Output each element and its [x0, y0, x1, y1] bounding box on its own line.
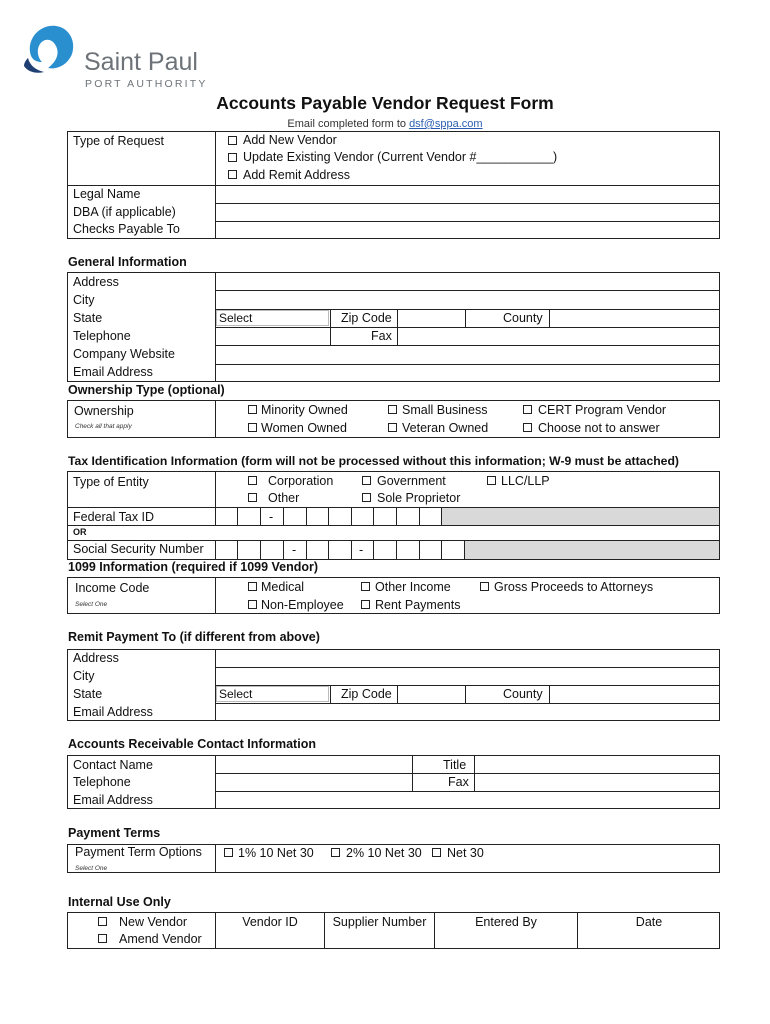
remit-city-label: City [73, 669, 95, 683]
cert-program-checkbox[interactable] [523, 405, 532, 414]
email-field[interactable] [216, 365, 719, 381]
fein-label: Federal Tax ID [73, 510, 155, 524]
non-employee-checkbox[interactable] [248, 600, 257, 609]
ar-contact-field[interactable] [216, 756, 411, 772]
llc-checkbox[interactable] [487, 476, 496, 485]
email-note-prefix: Email completed form to [287, 118, 410, 130]
update-vendor-checkbox[interactable] [228, 153, 237, 162]
form-title: Accounts Payable Vendor Request Form [216, 93, 554, 113]
fein-shaded-area [442, 508, 719, 525]
rent-payments-checkbox[interactable] [361, 600, 370, 609]
veteran-owned-checkbox[interactable] [388, 423, 397, 432]
type-of-request-label: Type of Request [73, 134, 165, 148]
dba-label: DBA (if applicable) [73, 205, 176, 219]
terms-note: Select One [75, 865, 108, 872]
vendor-id-header: Vendor ID [242, 915, 298, 929]
ar-title-field[interactable] [475, 756, 719, 772]
term-2-10-checkbox[interactable] [331, 848, 340, 857]
corporation-checkbox[interactable] [248, 476, 257, 485]
llc-label: LLC/LLP [501, 474, 550, 488]
add-new-vendor-label: Add New Vendor [243, 133, 337, 147]
terms-heading: Payment Terms [68, 826, 161, 840]
attorneys-label: Gross Proceeds to Attorneys [494, 580, 654, 594]
website-label: Company Website [73, 347, 175, 361]
telephone-label: Telephone [73, 329, 131, 343]
logo-name: Saint Paul [84, 48, 198, 76]
ownership-heading: Ownership Type (optional) [68, 383, 225, 397]
or-label: OR [73, 527, 87, 537]
fax-label: Fax [371, 329, 392, 343]
ar-title-label: Title [443, 758, 467, 772]
term-net30-checkbox[interactable] [432, 848, 441, 857]
ar-heading: Accounts Receivable Contact Information [68, 737, 316, 751]
state-select[interactable]: Select [216, 310, 329, 326]
medical-label: Medical [261, 580, 305, 594]
minority-owned-checkbox[interactable] [248, 405, 257, 414]
add-new-vendor-checkbox[interactable] [228, 136, 237, 145]
ssn-dash-1: - [292, 543, 297, 557]
supplier-number-header: Supplier Number [332, 915, 427, 929]
minority-owned-label: Minority Owned [261, 403, 348, 417]
remit-address-field[interactable] [216, 650, 719, 666]
other-income-checkbox[interactable] [361, 582, 370, 591]
email-note [0, 117, 770, 132]
other-entity-checkbox[interactable] [248, 493, 257, 502]
income-code-label: Income Code [75, 581, 150, 595]
zip-code-label: Zip Code [341, 311, 392, 325]
legal-name-field[interactable] [216, 186, 719, 202]
term-1-10-checkbox[interactable] [224, 848, 233, 857]
remit-county-label: County [503, 687, 543, 701]
email-label: Email Address [73, 365, 153, 379]
ssn-digit-field[interactable] [216, 541, 464, 559]
other-income-label: Other Income [375, 580, 451, 594]
info1099-heading: 1099 Information (required if 1099 Vendor) [68, 560, 319, 574]
entered-by-header: Entered By [475, 915, 537, 929]
ar-telephone-field[interactable] [216, 774, 411, 790]
county-label: County [503, 311, 543, 325]
general-heading: General Information [68, 255, 187, 269]
ar-email-field[interactable] [216, 792, 719, 808]
email-link[interactable]: dsf@sppa.com [409, 118, 483, 130]
city-field[interactable] [216, 291, 719, 308]
remit-email-label: Email Address [73, 705, 153, 719]
women-owned-label: Women Owned [261, 421, 347, 435]
website-field[interactable] [216, 346, 719, 363]
remit-zip-field[interactable] [398, 686, 464, 702]
government-label: Government [377, 474, 446, 488]
entity-label: Type of Entity [73, 475, 149, 489]
fein-digit-field[interactable] [216, 508, 441, 525]
choose-not-checkbox[interactable] [523, 423, 532, 432]
rent-payments-label: Rent Payments [375, 598, 461, 612]
medical-checkbox[interactable] [248, 582, 257, 591]
dba-field[interactable] [216, 204, 719, 220]
ar-telephone-label: Telephone [73, 775, 131, 789]
remit-address-label: Address [73, 651, 119, 665]
checks-payable-label: Checks Payable To [73, 222, 180, 236]
internal-heading: Internal Use Only [68, 895, 171, 909]
ar-contact-label: Contact Name [73, 758, 153, 772]
sole-proprietor-checkbox[interactable] [362, 493, 371, 502]
ar-fax-field[interactable] [475, 774, 719, 790]
remit-county-field[interactable] [550, 686, 719, 702]
small-business-checkbox[interactable] [388, 405, 397, 414]
address-label: Address [73, 275, 119, 289]
term-net30-label: Net 30 [447, 846, 484, 860]
fein-dash: - [269, 510, 274, 524]
women-owned-checkbox[interactable] [248, 423, 257, 432]
ar-email-label: Email Address [73, 793, 153, 807]
other-entity-label: Other [268, 491, 300, 505]
state-label: State [73, 311, 103, 325]
remit-zip-label: Zip Code [341, 687, 392, 701]
non-employee-label: Non-Employee [261, 598, 344, 612]
government-checkbox[interactable] [362, 476, 371, 485]
term-1-10-label: 1% 10 Net 30 [238, 846, 314, 860]
terms-label: Payment Term Options [75, 845, 202, 859]
fax-field[interactable] [398, 328, 719, 344]
ownership-label: Ownership [74, 404, 134, 418]
ownership-note: Check all that apply [75, 423, 132, 430]
zip-code-field[interactable] [398, 310, 464, 326]
sole-proprietor-label: Sole Proprietor [377, 491, 461, 505]
tax-heading: Tax Identification Information (form will not be processed without this information; W-9 must be attached) [68, 454, 679, 468]
term-2-10-label: 2% 10 Net 30 [346, 846, 422, 860]
remit-email-field[interactable] [216, 704, 719, 720]
amend-vendor-label: Amend Vendor [119, 932, 202, 946]
remit-city-field[interactable] [216, 668, 719, 684]
date-header: Date [635, 915, 663, 929]
city-label: City [73, 293, 95, 307]
legal-name-label: Legal Name [73, 187, 141, 201]
remit-state-select[interactable]: Select [216, 686, 329, 702]
remit-heading: Remit Payment To (if different from above) [68, 630, 320, 644]
add-remit-address-checkbox[interactable] [228, 170, 237, 179]
checks-payable-field[interactable] [216, 222, 719, 238]
telephone-field[interactable] [216, 328, 329, 344]
county-field[interactable] [550, 310, 719, 326]
saint-paul-logo-icon [22, 22, 78, 74]
small-business-label: Small Business [402, 403, 488, 417]
amend-vendor-checkbox[interactable] [98, 934, 107, 943]
ssn-dash-2: - [359, 543, 364, 557]
add-remit-address-label: Add Remit Address [243, 168, 350, 182]
address-field[interactable] [216, 273, 719, 289]
ar-fax-label: Fax [448, 775, 469, 789]
new-vendor-checkbox[interactable] [98, 917, 107, 926]
cert-program-label: CERT Program Vendor [538, 403, 667, 417]
attorneys-checkbox[interactable] [480, 582, 489, 591]
corporation-label: Corporation [268, 474, 334, 488]
ssn-label: Social Security Number [73, 542, 204, 556]
update-vendor-label: Update Existing Vendor (Current Vendor #___________) [243, 150, 558, 164]
choose-not-label: Choose not to answer [538, 421, 660, 435]
ssn-shaded-area [465, 541, 719, 559]
logo-subtitle: PORT AUTHORITY [85, 78, 208, 90]
logo [22, 22, 232, 92]
income-code-note: Select One [75, 601, 108, 608]
remit-state-label: State [73, 687, 103, 701]
new-vendor-label: New Vendor [119, 915, 188, 929]
veteran-owned-label: Veteran Owned [402, 421, 489, 435]
